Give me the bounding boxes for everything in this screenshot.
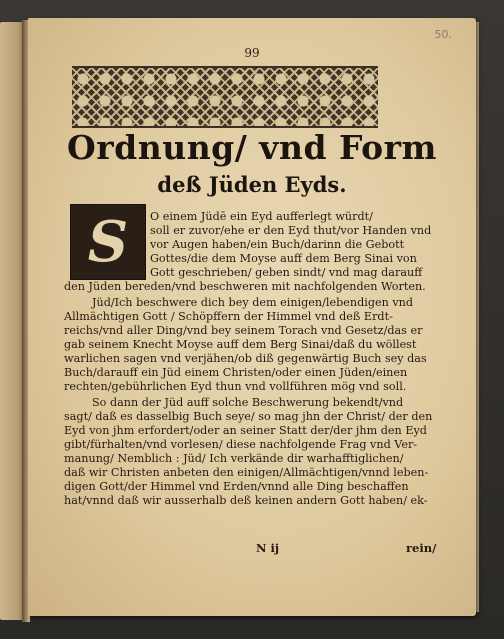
decorated-initial: S xyxy=(70,204,146,280)
text-line: Jüd/Ich beschwere dich bey dem einigen/lebendigen vnd xyxy=(92,296,414,309)
text-line: O einem Jüdē ein Eyd aufferlegt würdt/ xyxy=(150,210,373,223)
text-line: gibt/fürhalten/vnd vorlesen/ diese nachfolgende Frag vnd Ver- xyxy=(64,438,418,451)
text-line: soll er zuvor/ehe er den Eyd thut/vor Handen vnd xyxy=(150,224,432,237)
text-line: So dann der Jüd auff solche Beschwerung bekendt/vnd xyxy=(92,396,404,409)
page-title: Ordnung/ vnd Form xyxy=(67,128,437,167)
text-line: hat/vnnd daß wir ausserhalb deß keinen andern Gott haben/ ek- xyxy=(64,494,428,507)
text-line: den Jüden bereden/vnd beschweren mit nachfolgenden Worten. xyxy=(64,280,426,293)
text-line: warlichen sagen vnd verjähen/ob diß gegenwärtig Buch sey das xyxy=(64,352,427,365)
signature-mark: N ij xyxy=(256,541,280,555)
text-line: rechten/gebührlichen Eyd thun vnd vollführen mög vnd soll. xyxy=(64,380,407,393)
text-line: reichs/vnd aller Ding/vnd bey seinem Torach vnd Gesetz/das er xyxy=(64,324,423,337)
ornamental-headpiece xyxy=(72,66,378,128)
catchword: rein/ xyxy=(406,541,437,555)
text-line: vor Augen haben/ein Buch/darinn die Gebott xyxy=(150,238,405,251)
text-line: Buch/darauff ein Jüd einem Christen/oder einen Jüden/einen xyxy=(64,366,408,379)
pencil-folio-note: 50. xyxy=(434,28,452,41)
text-line: digen Gott/der Himmel vnd Erden/vnnd alle Ding beschaffen xyxy=(64,480,409,493)
text-line: Allmächtigen Gott / Schöpffern der Himmel vnd deß Erdt- xyxy=(64,310,393,323)
page-number: 99 xyxy=(244,46,260,60)
text-line: manung/ Nemblich : Jüd/ Ich verkände dir warhafftiglichen/ xyxy=(64,452,404,465)
text-line: daß wir Christen anbeten den einigen/Allmächtigen/vnnd leben- xyxy=(64,466,429,479)
text-line: sagt/ daß es dasselbig Buch seye/ so mag jhn der Christ/ der den xyxy=(64,410,433,423)
text-line: Eyd von jhm erfordert/oder an seiner Statt der/der jhm den Eyd xyxy=(64,424,427,437)
page-subtitle: deß Jüden Eyds. xyxy=(157,172,347,197)
text-line: Gott geschrieben/ geben sindt/ vnd mag darauff xyxy=(150,266,423,279)
text-line: Gottes/die dem Moyse auff dem Berg Sinai von xyxy=(150,252,417,265)
text-line: gab seinem Knecht Moyse auff dem Berg Sinai/daß du wöllest xyxy=(64,338,417,351)
book-page xyxy=(28,18,476,616)
